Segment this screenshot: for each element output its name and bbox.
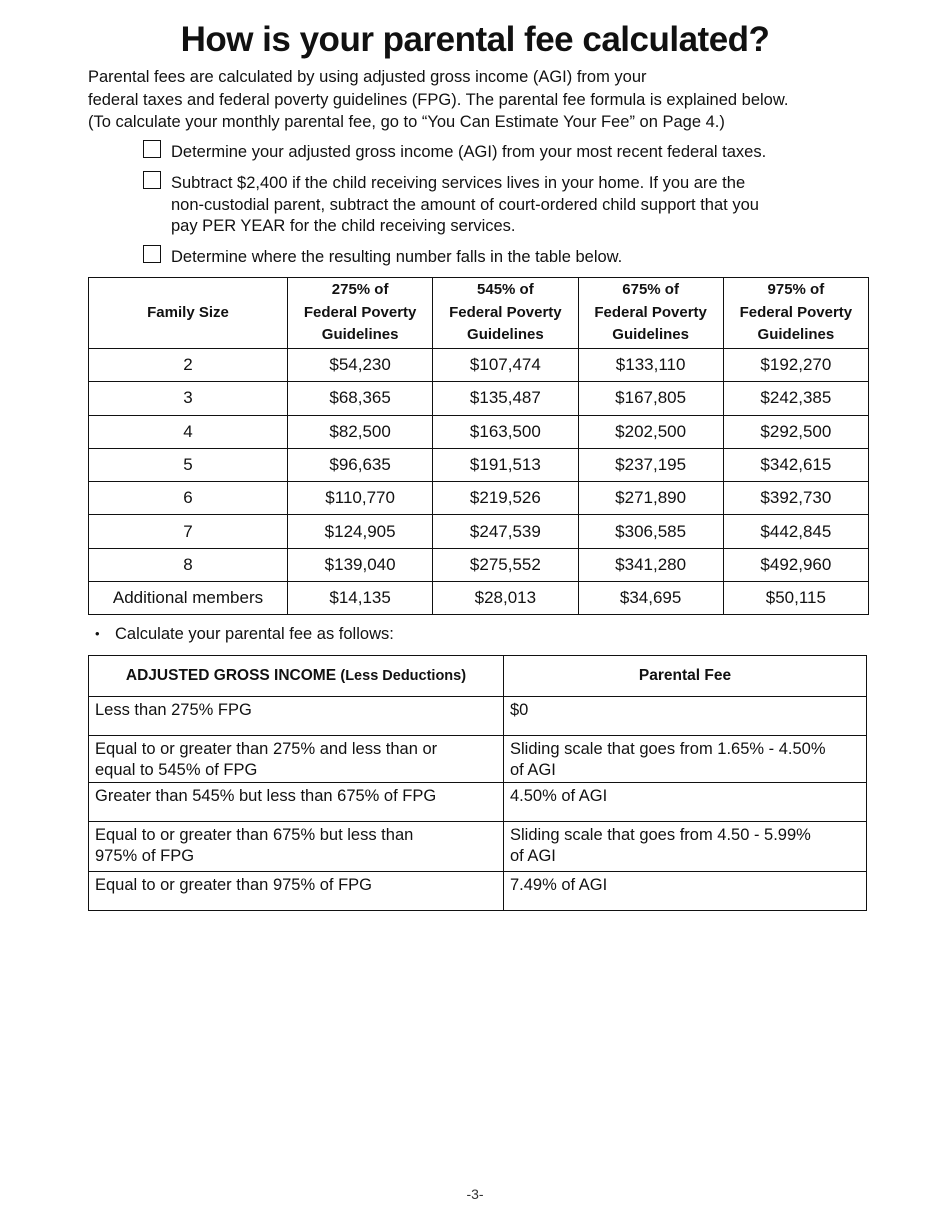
table-cell: $191,513 <box>433 448 578 481</box>
checklist-item-text: Determine your adjusted gross income (AGI) from your most recent federal taxes. <box>171 143 767 161</box>
table-cell: $492,960 <box>723 548 868 581</box>
table-cell: $107,474 <box>433 349 578 382</box>
fee-table <box>88 655 867 911</box>
table-cell: $82,500 <box>288 415 433 448</box>
agi-range-cell: Equal to or greater than 975% of FPG <box>89 872 504 911</box>
fee-header-parental-fee: Parental Fee <box>504 656 867 697</box>
page-number: -3- <box>466 1186 484 1202</box>
table-cell: $28,013 <box>433 582 578 615</box>
table-cell: $192,270 <box>723 349 868 382</box>
intro-paragraph <box>88 66 868 134</box>
checkbox[interactable] <box>143 171 161 189</box>
bullet-text: Calculate your parental fee as follows: <box>115 625 394 643</box>
table-cell: $167,805 <box>578 382 723 415</box>
table-cell: $96,635 <box>288 448 433 481</box>
table-row <box>89 582 869 615</box>
table-row <box>89 697 867 736</box>
bullet-instruction <box>95 623 394 645</box>
fpg-header-275: 275% of Federal Poverty Guidelines <box>288 278 433 349</box>
table-cell: 8 <box>89 548 288 581</box>
table-cell: 2 <box>89 349 288 382</box>
fee-cell: $0 <box>504 697 867 736</box>
table-cell: $135,487 <box>433 382 578 415</box>
table-cell: Additional members <box>89 582 288 615</box>
table-cell: $242,385 <box>723 382 868 415</box>
table-cell: $237,195 <box>578 448 723 481</box>
table-row <box>89 482 869 515</box>
fee-table-header-row <box>89 656 867 697</box>
table-row <box>89 349 869 382</box>
page-title: How is your parental fee calculated? <box>180 20 770 59</box>
table-cell: $110,770 <box>288 482 433 515</box>
fpg-table <box>88 277 869 615</box>
checklist-item-text: Determine where the resulting number falls in the table below. <box>171 248 623 266</box>
table-cell: 4 <box>89 415 288 448</box>
table-row <box>89 822 867 872</box>
table-cell: $163,500 <box>433 415 578 448</box>
table-cell: $392,730 <box>723 482 868 515</box>
table-cell: $292,500 <box>723 415 868 448</box>
table-cell: $247,539 <box>433 515 578 548</box>
table-cell: 3 <box>89 382 288 415</box>
table-row <box>89 382 869 415</box>
table-cell: 5 <box>89 448 288 481</box>
table-cell: 6 <box>89 482 288 515</box>
fpg-header-675: 675% of Federal Poverty Guidelines <box>578 278 723 349</box>
fee-cell: 7.49% of AGI <box>504 872 867 911</box>
fee-cell: Sliding scale that goes from 4.50 - 5.99% of AGI <box>504 822 867 872</box>
table-cell: 7 <box>89 515 288 548</box>
agi-range-cell: Equal to or greater than 675% but less than 975% of FPG <box>89 822 504 872</box>
fee-header-agi: ADJUSTED GROSS INCOME (Less Deductions) <box>89 656 504 697</box>
table-cell: $54,230 <box>288 349 433 382</box>
checkbox[interactable] <box>143 140 161 158</box>
table-cell: $68,365 <box>288 382 433 415</box>
table-cell: $306,585 <box>578 515 723 548</box>
table-cell: $275,552 <box>433 548 578 581</box>
table-cell: $50,115 <box>723 582 868 615</box>
table-cell: $342,615 <box>723 448 868 481</box>
fpg-header-family-size: Family Size <box>89 278 288 349</box>
table-cell: $271,890 <box>578 482 723 515</box>
intro-line: federal taxes and federal poverty guidelines (FPG). The parental fee formula is explained below. <box>88 90 789 109</box>
table-row <box>89 548 869 581</box>
table-row <box>89 872 867 911</box>
agi-range-cell: Greater than 545% but less than 675% of FPG <box>89 783 504 822</box>
table-cell: $442,845 <box>723 515 868 548</box>
table-cell: $341,280 <box>578 548 723 581</box>
fpg-table-header-row <box>89 278 869 349</box>
fpg-header-545: 545% of Federal Poverty Guidelines <box>433 278 578 349</box>
table-row <box>89 415 869 448</box>
intro-line: Parental fees are calculated by using adjusted gross income (AGI) from your <box>88 68 647 86</box>
table-cell: $202,500 <box>578 415 723 448</box>
fee-cell: Sliding scale that goes from 1.65% - 4.50% of AGI <box>504 736 867 783</box>
bullet-icon: • <box>95 626 100 641</box>
fpg-header-975: 975% of Federal Poverty Guidelines <box>723 278 868 349</box>
table-cell: $133,110 <box>578 349 723 382</box>
agi-range-cell: Less than 275% FPG <box>89 697 504 736</box>
fee-cell: 4.50% of AGI <box>504 783 867 822</box>
table-row <box>89 448 869 481</box>
table-cell: $14,135 <box>288 582 433 615</box>
table-cell: $219,526 <box>433 482 578 515</box>
table-cell: $139,040 <box>288 548 433 581</box>
checkbox[interactable] <box>143 245 161 263</box>
table-row <box>89 736 867 783</box>
table-cell: $34,695 <box>578 582 723 615</box>
table-row <box>89 515 869 548</box>
table-cell: $124,905 <box>288 515 433 548</box>
checklist-item-text: non-custodial parent, subtract the amount of court-ordered child support that you <box>171 195 759 214</box>
agi-range-cell: Equal to or greater than 275% and less than or equal to 545% of FPG <box>89 736 504 783</box>
checklist-item-text: pay PER YEAR for the child receiving services. <box>171 217 516 235</box>
intro-line: (To calculate your monthly parental fee, go to “You Can Estimate Your Fee” on Page 4.) <box>88 113 725 131</box>
table-row <box>89 783 867 822</box>
checklist-item-text: Subtract $2,400 if the child receiving services lives in your home. If you are the <box>171 174 746 192</box>
